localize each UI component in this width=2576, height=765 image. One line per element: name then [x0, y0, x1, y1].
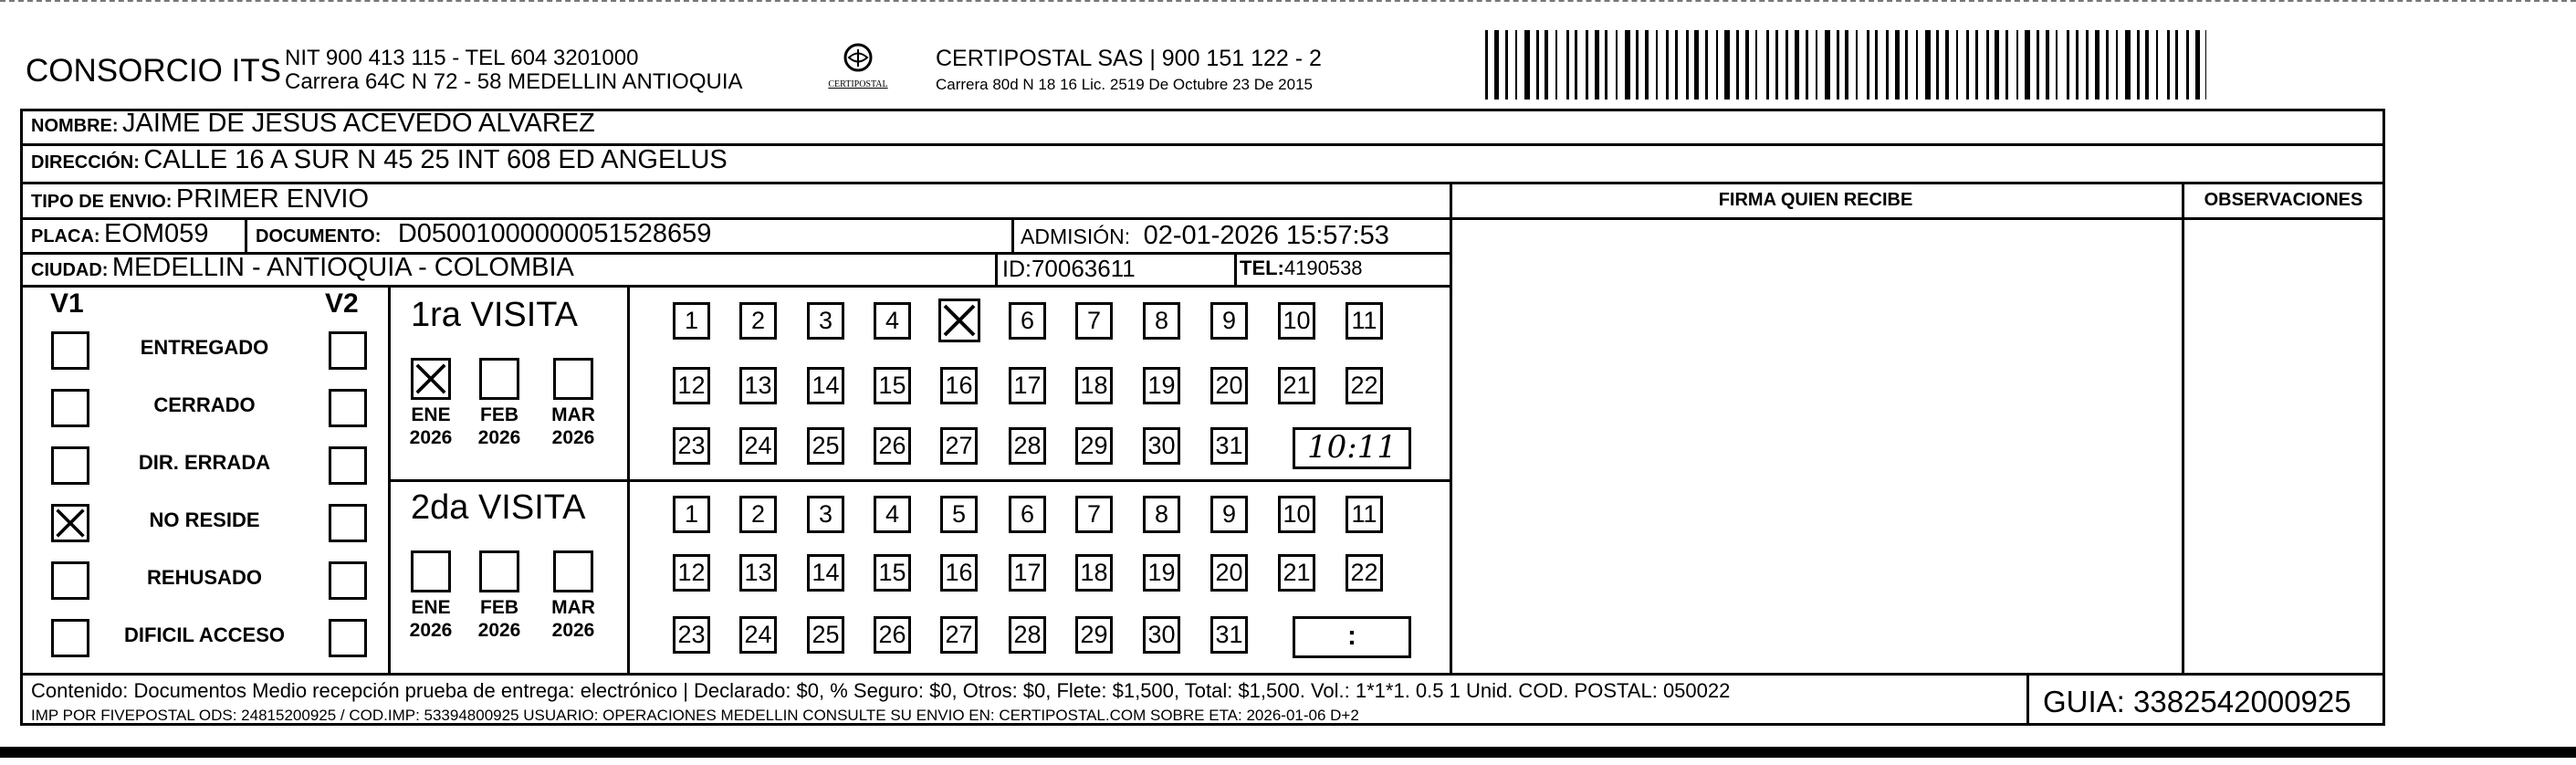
status-v1-checkbox[interactable]: [51, 446, 89, 485]
day-box[interactable]: [807, 554, 844, 592]
day-box[interactable]: [940, 367, 978, 404]
status-label: DIFICIL ACCESO: [123, 624, 285, 646]
day-box[interactable]: [940, 554, 978, 592]
day-number: 25: [812, 432, 840, 459]
day-number: 7: [1086, 307, 1102, 334]
day-box[interactable]: [739, 367, 777, 404]
day-number: 31: [1215, 432, 1243, 459]
check-x-mark: [941, 301, 978, 340]
day-box[interactable]: [1278, 554, 1315, 592]
day-box[interactable]: [874, 367, 911, 404]
day-box[interactable]: [1143, 616, 1180, 654]
status-v2-checkbox[interactable]: [329, 504, 367, 542]
day-number: 8: [1154, 500, 1169, 528]
name-label: NOMBRE:: [31, 116, 119, 136]
id-field: [1002, 257, 1136, 281]
day-box[interactable]: [1143, 427, 1180, 465]
day-number: 26: [878, 432, 906, 459]
day-number: 12: [677, 559, 706, 586]
status-v2-checkbox[interactable]: [329, 331, 367, 370]
month-year: 2026: [477, 427, 521, 449]
month-year: 2026: [551, 620, 595, 642]
day-box[interactable]: [807, 427, 844, 465]
status-v1-checkbox[interactable]: [51, 619, 89, 657]
company-name: CONSORCIO ITS: [26, 53, 282, 89]
month-checkbox[interactable]: [479, 550, 519, 592]
day-number: 16: [945, 372, 973, 399]
day-box[interactable]: [1210, 427, 1248, 465]
status-v2-checkbox[interactable]: [329, 561, 367, 600]
month-name: FEB: [480, 597, 518, 618]
document-label: DOCUMENTO:: [256, 226, 382, 246]
status-v1-checkbox[interactable]: [51, 331, 89, 370]
shipping-type-label: TIPO DE ENVIO:: [31, 192, 173, 212]
day-number: 13: [744, 559, 772, 586]
month-checkbox[interactable]: [411, 358, 451, 400]
day-box[interactable]: [1278, 302, 1315, 340]
day-box[interactable]: [874, 616, 911, 654]
tel-divider: [1234, 252, 1237, 285]
day-box[interactable]: [739, 427, 777, 465]
day-number: 18: [1080, 559, 1108, 586]
day-number: 19: [1147, 559, 1176, 586]
day-number: 20: [1215, 372, 1243, 399]
day-number: 19: [1147, 372, 1176, 399]
day-number: 3: [818, 500, 833, 528]
day-box[interactable]: [874, 496, 911, 533]
status-v1-checkbox[interactable]: [51, 504, 89, 542]
bottom-rule: [0, 747, 2576, 758]
day-box[interactable]: [673, 302, 710, 340]
day-box[interactable]: [739, 496, 777, 533]
day-number: 2: [750, 500, 766, 528]
day-number: 2: [750, 307, 766, 334]
day-box[interactable]: [940, 496, 978, 533]
month-checkbox[interactable]: [411, 550, 451, 592]
address-label: DIRECCIÓN:: [31, 152, 140, 173]
day-number: 17: [1013, 372, 1042, 399]
day-number: 28: [1013, 621, 1042, 648]
city-field: [31, 255, 574, 281]
observations-label: OBSERVACIONES: [2204, 190, 2363, 210]
day-number: 25: [812, 621, 840, 648]
month-checkbox[interactable]: [553, 358, 593, 400]
day-box[interactable]: [1346, 367, 1383, 404]
admission-value: 02-01-2026 15:57:53: [1143, 221, 1389, 250]
postal-company: CERTIPOSTAL SAS | 900 151 122 - 2: [936, 46, 1322, 71]
id-value: 70063611: [1031, 255, 1136, 282]
logo-caption: CERTIPOSTAL: [828, 79, 888, 89]
day-number: 11: [1351, 500, 1377, 528]
day-box[interactable]: [1210, 554, 1248, 592]
month-year: 2026: [409, 427, 453, 449]
signature-header-divider: [1450, 217, 2385, 220]
day-box[interactable]: [1075, 367, 1113, 404]
visit-time: :: [1347, 621, 1356, 651]
day-number: 6: [1020, 500, 1035, 528]
day-number: 29: [1080, 621, 1108, 648]
plate-value: EOM059: [104, 219, 209, 248]
day-number: 8: [1154, 307, 1169, 334]
day-number: 23: [677, 621, 706, 648]
day-box[interactable]: [673, 367, 710, 404]
visit1-title: 1ra VISITA: [411, 296, 579, 334]
day-box[interactable]: [1009, 554, 1046, 592]
address-value: CALLE 16 A SUR N 45 25 INT 608 ED ANGELUS: [143, 145, 728, 174]
month-name: FEB: [480, 404, 518, 425]
day-number: 3: [818, 307, 833, 334]
day-box[interactable]: [1075, 616, 1113, 654]
day-box[interactable]: [1009, 616, 1046, 654]
day-box[interactable]: [1143, 496, 1180, 533]
day-number: 9: [1221, 307, 1237, 334]
observations-divider: [2182, 182, 2184, 673]
city-label: CIUDAD:: [31, 260, 109, 280]
day-number: 18: [1080, 372, 1108, 399]
day-box[interactable]: [739, 616, 777, 654]
day-number: 13: [744, 372, 772, 399]
day-box[interactable]: [1143, 367, 1180, 404]
day-number: 11: [1351, 307, 1377, 334]
day-box[interactable]: [874, 302, 911, 340]
visit-time: 10:11: [1307, 429, 1397, 466]
day-number: 21: [1283, 372, 1311, 399]
day-box[interactable]: [1278, 367, 1315, 404]
day-box[interactable]: [940, 616, 978, 654]
day-box[interactable]: [874, 554, 911, 592]
day-box[interactable]: [673, 427, 710, 465]
day-box[interactable]: [874, 427, 911, 465]
day-box[interactable]: [1346, 554, 1383, 592]
checked-day-mark: [938, 299, 980, 342]
guia-divider: [2026, 673, 2029, 726]
footer-guia: GUIA: 3382542000925: [2043, 685, 2351, 718]
month-name: MAR: [551, 597, 595, 618]
name-value: JAIME DE JESUS ACEVEDO ALVAREZ: [122, 109, 595, 138]
day-box[interactable]: [1346, 496, 1383, 533]
day-number: 6: [1020, 307, 1035, 334]
day-number: 30: [1147, 432, 1176, 459]
month-label: [403, 596, 458, 642]
day-number: 22: [1350, 559, 1378, 586]
month-checkbox[interactable]: [479, 358, 519, 400]
print-line: IMP POR FIVEPOSTAL ODS: 24815200925 / COD.IMP: 53394800925 USUARIO: OPERACIONES MEDELLIN CONSULTE SU ENVIO EN: CERTIPOSTAL.COM SOBRE ETA: 2026-01-06 D+2: [31, 707, 1359, 724]
day-box[interactable]: [1009, 427, 1046, 465]
month-label: [546, 403, 601, 449]
company-nit: NIT 900 413 115 - TEL 604 3201000: [285, 46, 639, 70]
day-box[interactable]: [807, 302, 844, 340]
tel-value: 4190538: [1283, 257, 1363, 279]
status-label: NO RESIDE: [149, 508, 260, 531]
barcode: [1485, 30, 2206, 100]
day-box[interactable]: [1210, 616, 1248, 654]
row-divider: [20, 182, 2385, 184]
tel-field: [1240, 258, 1363, 278]
day-number: 10: [1283, 500, 1311, 528]
plate-field: [31, 221, 208, 247]
shipping-type-row: [31, 186, 369, 213]
day-number: 4: [885, 307, 900, 334]
day-number: 7: [1086, 500, 1102, 528]
day-number: 31: [1215, 621, 1243, 648]
month-name: ENE: [411, 404, 451, 425]
visit-time-box[interactable]: [1293, 616, 1411, 658]
plate-label: PLACA:: [31, 226, 100, 246]
day-box[interactable]: [1009, 367, 1046, 404]
status-label: ENTREGADO: [140, 336, 269, 359]
month-name: ENE: [411, 597, 451, 618]
day-number: 4: [885, 500, 900, 528]
id-label: ID:: [1002, 257, 1031, 282]
document-field: [256, 221, 711, 247]
day-number: 17: [1013, 559, 1042, 586]
receiver-signature-label: FIRMA QUIEN RECIBE: [1718, 190, 1913, 210]
day-number: 12: [677, 372, 706, 399]
address-row: [31, 147, 728, 173]
day-number: 28: [1013, 432, 1042, 459]
day-number: 27: [945, 432, 973, 459]
visit-divider: [388, 479, 1450, 482]
day-box[interactable]: [1075, 427, 1113, 465]
day-number: 10: [1283, 307, 1311, 334]
shipping-type-value: PRIMER ENVIO: [175, 184, 370, 214]
day-box[interactable]: [1075, 302, 1113, 340]
name-row: [31, 110, 595, 137]
day-number: 5: [951, 500, 967, 528]
day-box[interactable]: [739, 302, 777, 340]
day-number: 15: [878, 559, 906, 586]
month-label: [472, 403, 527, 449]
tel-label: TEL:: [1240, 257, 1284, 279]
day-box[interactable]: [1278, 496, 1315, 533]
day-box[interactable]: [1210, 302, 1248, 340]
day-box[interactable]: [673, 616, 710, 654]
day-number: 24: [744, 621, 772, 648]
check-x-mark: [54, 507, 87, 540]
day-number: 21: [1283, 559, 1311, 586]
postal-address: Carrera 80d N 18 16 Lic. 2519 De Octubre 23 De 2015: [936, 76, 1313, 93]
footer-divider: [20, 673, 2385, 676]
row-divider: [20, 285, 1450, 288]
day-number: 16: [945, 559, 973, 586]
month-name: MAR: [551, 404, 595, 425]
admission-field: [1021, 223, 1389, 249]
status-v2-checkbox[interactable]: [329, 446, 367, 485]
v2-header: V2: [325, 288, 359, 319]
day-number: 24: [744, 432, 772, 459]
admission-divider: [1011, 217, 1014, 252]
day-box[interactable]: [1210, 496, 1248, 533]
month-label: [403, 403, 458, 449]
day-number: 27: [945, 621, 973, 648]
day-box[interactable]: [940, 427, 978, 465]
month-checkbox[interactable]: [553, 550, 593, 592]
visit-time-box[interactable]: [1293, 427, 1411, 469]
day-box[interactable]: [1210, 367, 1248, 404]
day-number: 20: [1215, 559, 1243, 586]
day-box[interactable]: [1009, 302, 1046, 340]
status-label: CERRADO: [153, 393, 256, 416]
day-box[interactable]: [1075, 554, 1113, 592]
status-label: DIR. ERRADA: [138, 451, 271, 474]
top-dashed-line: [0, 0, 2576, 2]
status-v1-checkbox[interactable]: [51, 389, 89, 427]
day-box[interactable]: [1346, 302, 1383, 340]
day-number: 14: [812, 372, 840, 399]
v1-header: V1: [50, 288, 84, 319]
day-box[interactable]: [1143, 302, 1180, 340]
day-box[interactable]: [739, 554, 777, 592]
day-number: 1: [684, 500, 699, 528]
company-address: Carrera 64C N 72 - 58 MEDELLIN ANTIOQUIA: [285, 69, 743, 94]
day-number: 26: [878, 621, 906, 648]
month-year: 2026: [409, 620, 453, 642]
certipostal-logo: [822, 42, 895, 102]
day-number: 9: [1221, 500, 1237, 528]
day-box[interactable]: [807, 616, 844, 654]
day-box[interactable]: [673, 554, 710, 592]
day-box[interactable]: [807, 367, 844, 404]
day-number: 23: [677, 432, 706, 459]
month-year: 2026: [551, 427, 595, 449]
month-label: [472, 596, 527, 642]
signature-divider: [1450, 182, 1452, 673]
day-box[interactable]: [673, 496, 710, 533]
month-label: [546, 596, 601, 642]
admission-label: ADMISIÓN:: [1021, 225, 1131, 248]
day-box[interactable]: [1009, 496, 1046, 533]
day-box[interactable]: [940, 302, 978, 340]
check-x-mark: [414, 361, 448, 397]
day-number: 29: [1080, 432, 1108, 459]
status-v1-checkbox[interactable]: [51, 561, 89, 600]
day-number: 22: [1350, 372, 1378, 399]
month-year: 2026: [477, 620, 521, 642]
status-label: REHUSADO: [147, 566, 262, 589]
day-number: 1: [684, 307, 699, 334]
status-v2-checkbox[interactable]: [329, 619, 367, 657]
plate-divider: [245, 217, 247, 252]
document-value: D05001000000051528659: [397, 219, 712, 248]
day-number: 14: [812, 559, 840, 586]
city-value: MEDELLIN - ANTIOQUIA - COLOMBIA: [111, 253, 574, 282]
day-box[interactable]: [1075, 496, 1113, 533]
day-box[interactable]: [807, 496, 844, 533]
content-line: Contenido: Documentos Medio recepción prueba de entrega: electrónico | Declarado: $0, % Seguro: $0, Otros: $0, Flete: $1,500, Total: $1,500. Vol.: 1*1*1. 0.5 1 Unid. COD. POSTAL: 050022: [31, 679, 1731, 702]
visit2-title: 2da VISITA: [411, 488, 586, 527]
day-box[interactable]: [1143, 554, 1180, 592]
day-number: 15: [878, 372, 906, 399]
day-number: 30: [1147, 621, 1176, 648]
status-v2-checkbox[interactable]: [329, 389, 367, 427]
id-divider: [995, 252, 998, 285]
